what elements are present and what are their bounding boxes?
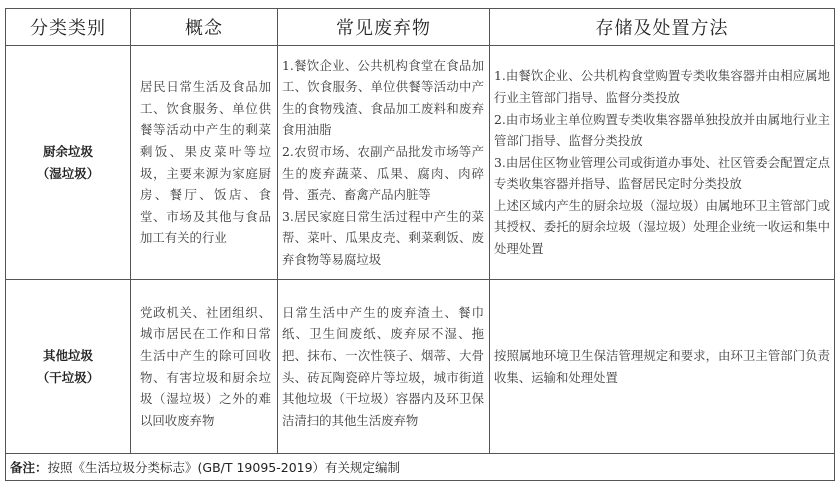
category-alias: （干垃圾） (36, 369, 100, 385)
note-cell (6, 454, 835, 481)
common-waste-item: 日常生活中产生的废弃渣土、餐巾纸、卫生间废纸、废弃尿不湿、拖把、抹布、一次性筷子、烟蒂、大骨头、砖瓦陶瓷碎片等垃圾，城市街道其他垃圾（干垃圾）容器内及环卫保洁清扫的其他生活废弃物 (282, 304, 484, 428)
header-storage-method: 存储及处置方法 (490, 9, 835, 46)
storage-method-item: 2.由市场业主单位购置专类收集容器单独投放并由属地行业主管部门指导、监督分类投放 (494, 111, 830, 149)
concept-cell: 居民日常生活及食品加工、饮食服务、单位供餐等活动中产生的剩菜剩饭、果皮菜叶等垃圾，主要来源为家庭厨房、餐厅、饭店、食堂、市场及其他与食品加工有关的行业 (131, 46, 278, 280)
concept-cell: 党政机关、社团组织、城市居民在工作和日常生活中产生的除可回收物、有害垃圾和厨余垃圾（湿垃圾）之外的难以回收废弃物 (131, 280, 278, 454)
header-concept: 概念 (131, 9, 278, 46)
note-row (6, 454, 835, 481)
category-name: 厨余垃圾 (42, 143, 93, 159)
storage-method-cell (490, 46, 835, 280)
table-row-other-waste (6, 280, 835, 454)
header-category: 分类类别 (6, 9, 131, 46)
category-cell (6, 280, 131, 454)
common-waste-item: 3.居民家庭日常生活过程中产生的菜帮、菜叶、瓜果皮壳、剩菜剩饭、废弃食物等易腐垃圾 (282, 208, 484, 267)
header-row (6, 9, 835, 46)
waste-classification-table (5, 8, 835, 481)
storage-method-item: 上述区域内产生的厨余垃圾（湿垃圾）由属地环卫主管部门或其授权、委托的厨余垃圾（湿垃圾）处理企业统一收运和集中处理处置 (494, 197, 830, 257)
category-name: 其他垃圾 (42, 347, 93, 363)
storage-method-item: 按照属地环境卫生保洁管理规定和要求，由环卫主管部门负责收集、运输和处理处置 (494, 347, 830, 385)
header-common-waste: 常见废弃物 (278, 9, 490, 46)
common-waste-item: 1.餐饮企业、公共机构食堂在食品加工、饮食服务、单位供餐等活动中产生的食物残渣、食品加工废料和废弃食用油脂 (282, 57, 484, 138)
category-cell (6, 46, 131, 280)
table-row-kitchen-waste (6, 46, 835, 280)
common-waste-item: 2.农贸市场、农副产品批发市场等产生的废弃蔬菜、瓜果、腐肉、肉碎骨、蛋壳、畜禽产品内脏等 (282, 143, 484, 203)
category-alias: （湿垃圾） (36, 165, 100, 181)
common-waste-cell (278, 280, 490, 454)
note-text: 按照《生活垃圾分类标志》(GB/T 19095-2019）有关规定编制 (47, 460, 401, 475)
common-waste-cell (278, 46, 490, 280)
storage-method-item: 1.由餐饮企业、公共机构食堂购置专类收集容器并由相应属地行业主管部门指导、监督分类投放 (494, 68, 830, 105)
storage-method-cell (490, 280, 835, 454)
storage-method-item: 3.由居住区物业管理公司或街道办事处、社区管委会配置定点专类收集容器并指导、监督居民定时分类投放 (494, 154, 830, 192)
note-label: 备注： (10, 460, 48, 475)
